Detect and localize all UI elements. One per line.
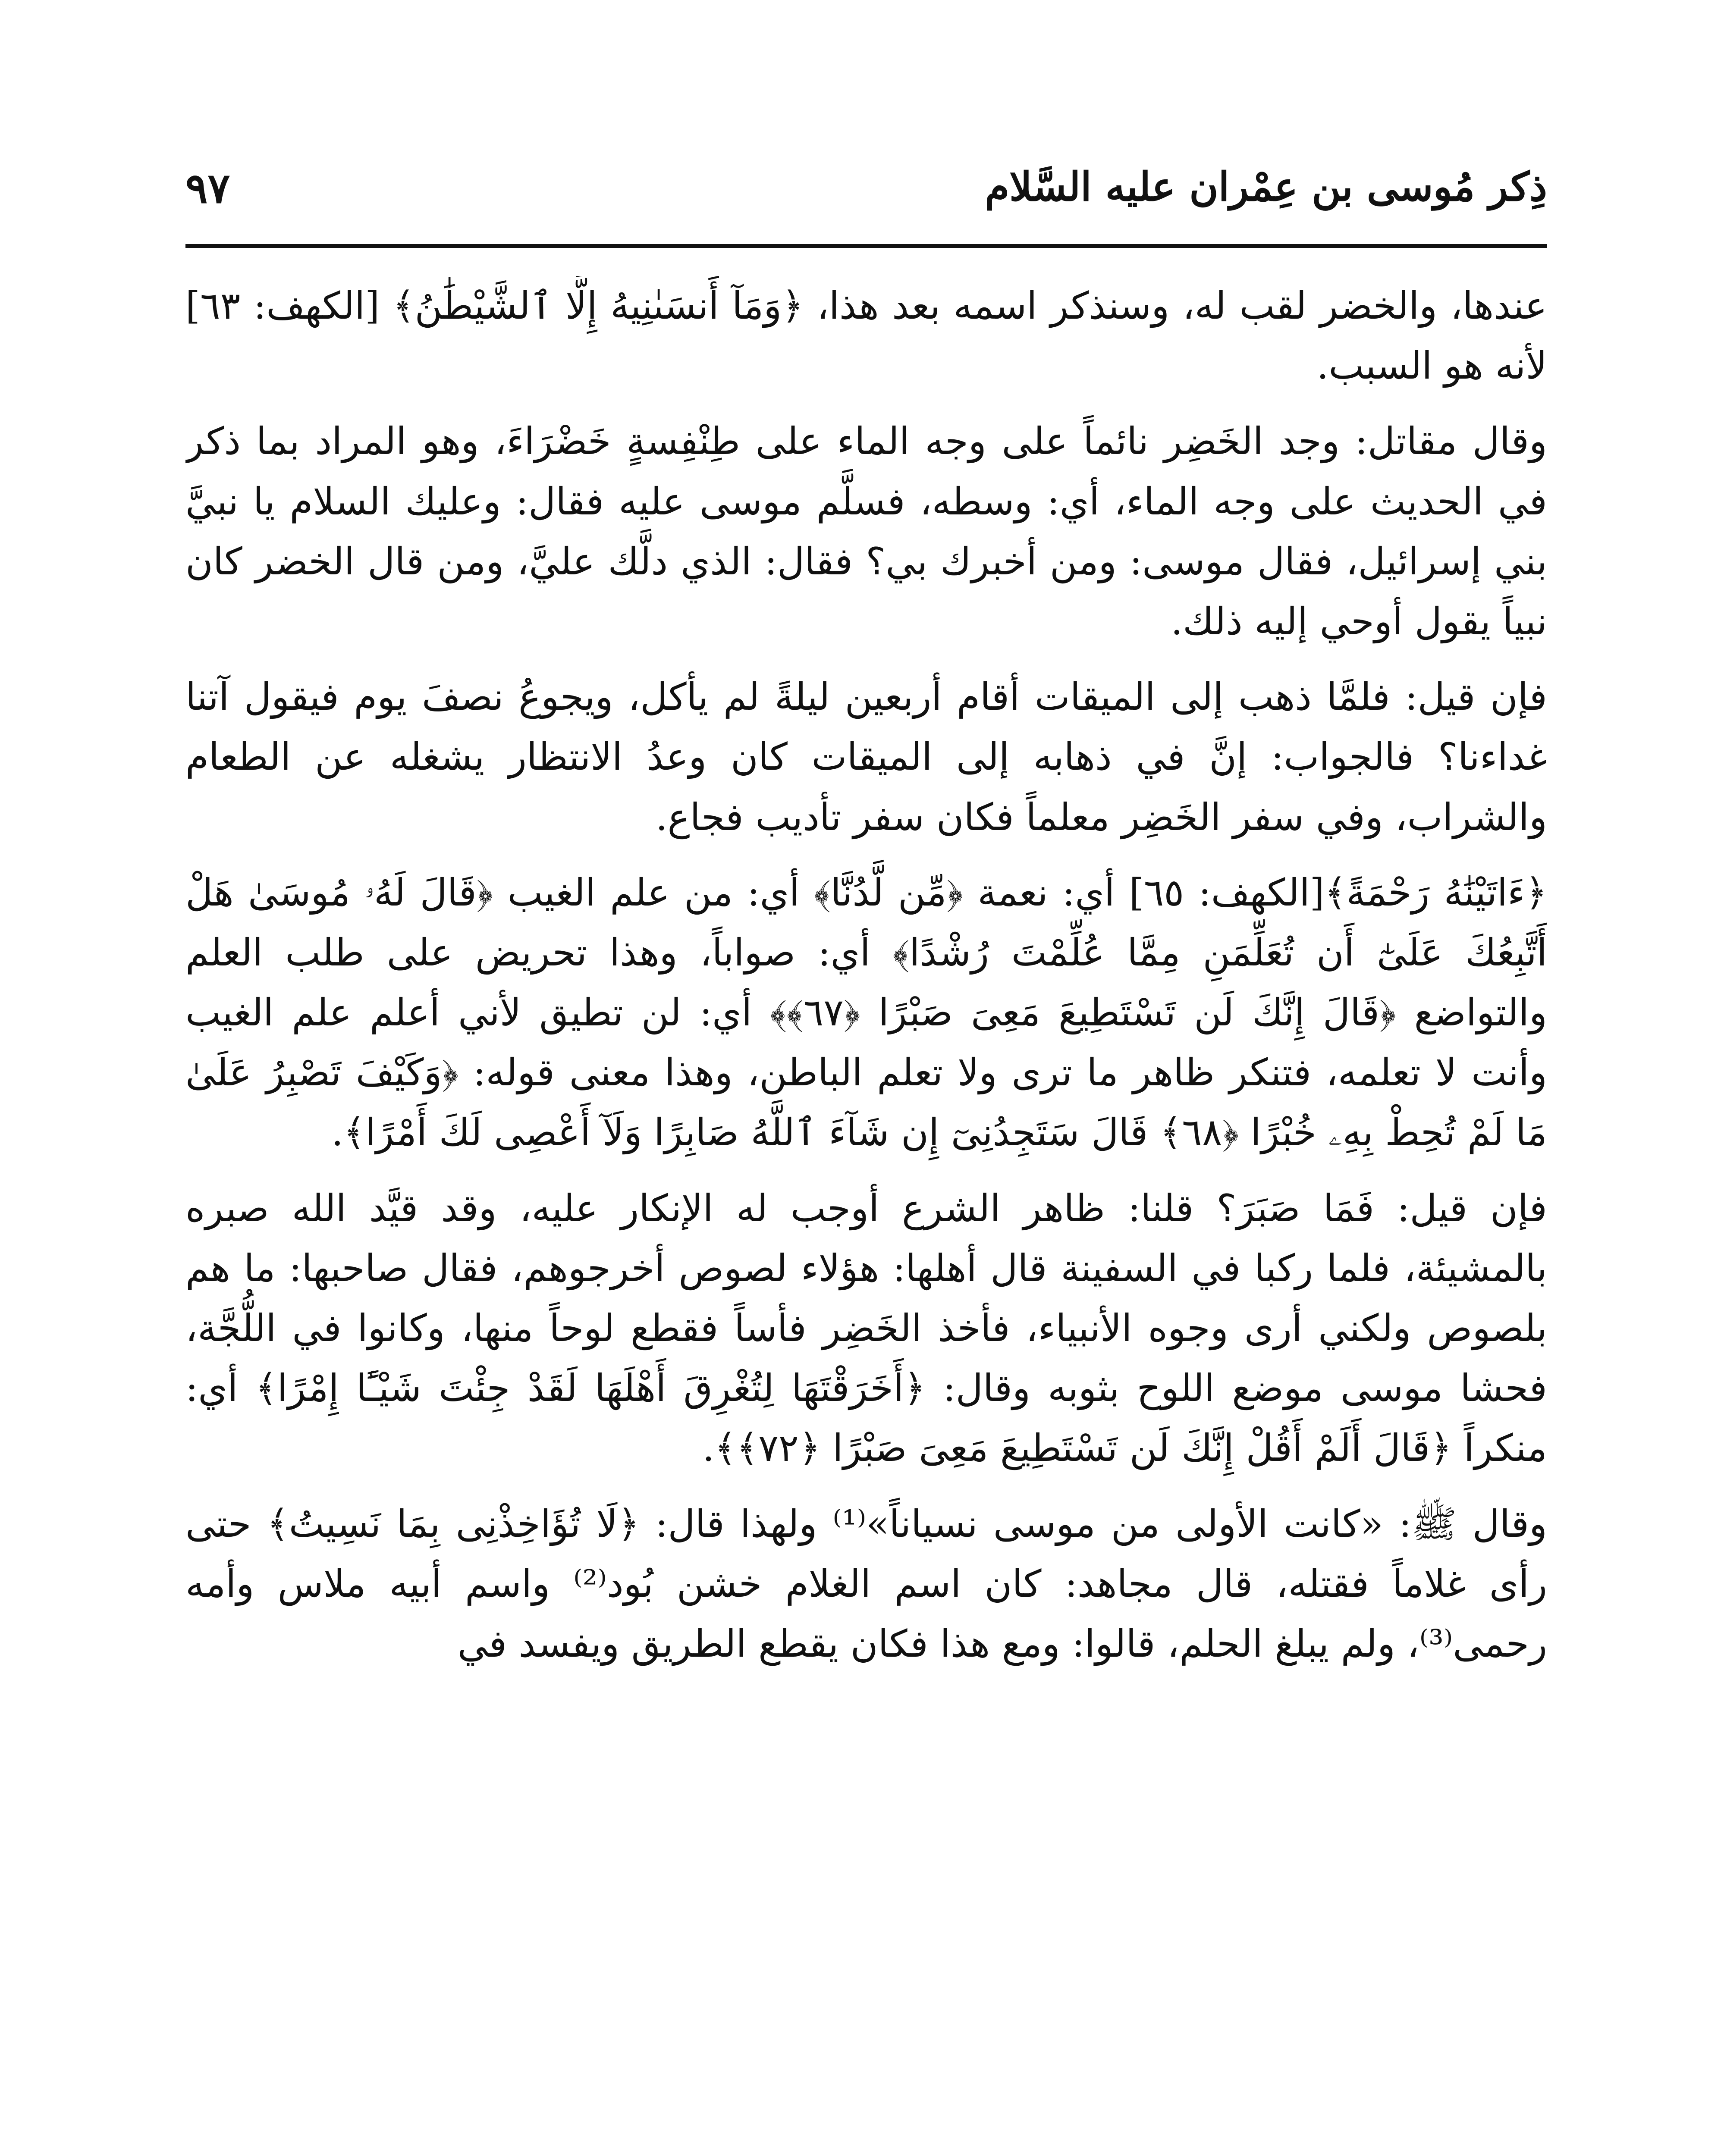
paragraph: وقال ﷺ: «كانت الأولى من موسى نسياناً»⁽¹⁾ ولهذا قال: ﴿لَا تُؤَاخِذْنِى بِمَا نَسِيتُ﴾ حتى رأى غلاماً فقتله، قال مجاهد: كان اسم الغلام خشن بُود⁽²⁾ واسم أبيه ملاس وأمه رحمى⁽³⁾، ولم يبلغ الحلم، قالوا: ومع هذا فكان يقطع الطريق ويفسد في [185,1501,1547,1666]
running-title: ذِكر مُوسى بن عِمْران عليه السَّلام [985,163,1547,210]
paragraph: وقال مقاتل: وجد الخَضِر نائماً على وجه الماء على طِنْفِسةٍ خَضْرَاءَ، وهو المراد بما ذكر في الحديث على وجه الماء، أي: وسطه، فسلَّم موسى عليه فقال: وعليك السلام يا نبيَّ بني إسرائيل، فقال موسى: ومن أخبرك بي؟ فقال: الذي دلَّك عليَّ، ومن قال الخضر كان نبياً يقول أوحي إليه ذلك. [185,419,1547,643]
paragraph: عندها، والخضر لقب له، وسنذكر اسمه بعد هذا، ﴿وَمَآ أَنسَىٰنِيهُ إِلَّا ٱلشَّيْطَٰنُ﴾ [الكهف: ٦٣] لأنه هو السبب. [185,284,1547,388]
paragraph: فإن قيل: فَمَا صَبَرَ؟ قلنا: ظاهر الشرع أوجب له الإنكار عليه، وقد قيَّد الله صبره بالمشيئة، فلما ركبا في السفينة قال أهلها: هؤلاء لصوص أخرجوهم، فقال صاحبها: ما هم بلصوص ولكني أرى وجوه الأنبياء، فأخذ الخَضِر فأساً فقطع لوحاً منها، وكانوا في اللُّجَّة، فحشا موسى موضع اللوح بثوبه وقال: ﴿أَخَرَقْتَهَا لِتُغْرِقَ أَهْلَهَا لَقَدْ جِئْتَ شَيْـًٔا إِمْرًا﴾ أي: منكراً ﴿قَالَ أَلَمْ أَقُلْ إِنَّكَ لَن تَسْتَطِيعَ مَعِىَ صَبْرًا ﴿٧٢﴾﴾. [185,1186,1547,1470]
header-divider [185,244,1547,248]
paragraph: فإن قيل: فلمَّا ذهب إلى الميقات أقام أربعين ليلةً لم يأكل، ويجوعُ نصفَ يوم فيقول آتنا غداءنا؟ فالجواب: إنَّ في ذهابه إلى الميقات كان وعدُ الانتظار يشغله عن الطعام والشراب، وفي سفر الخَضِر معلماً فكان سفر تأديب فجاع. [185,675,1547,839]
main-text [185,276,1547,2156]
page-number: ٩٧ [185,164,230,213]
paragraph: ﴿ءَاتَيْنَٰهُ رَحْمَةً﴾[الكهف: ٦٥] أي: نعمة ﴿مِّن لَّدُنَّا﴾ أي: من علم الغيب ﴿قَالَ لَهُۥ مُوسَىٰ هَلْ أَتَّبِعُكَ عَلَىٰٓ أَن تُعَلِّمَنِ مِمَّا عُلِّمْتَ رُشْدًا﴾ أي: صواباً، وهذا تحريض على طلب العلم والتواضع ﴿قَالَ إِنَّكَ لَن تَسْتَطِيعَ مَعِىَ صَبْرًا ﴿٦٧﴾﴾ أي: لن تطيق لأني أعلم علم الغيب وأنت لا تعلمه، فتنكر ظاهر ما ترى ولا تعلم الباطن، وهذا معنى قوله: ﴿وَكَيْفَ تَصْبِرُ عَلَىٰ مَا لَمْ تُحِطْ بِهِۦ خُبْرًا ﴿٦٨﴾ قَالَ سَتَجِدُنِىٓ إِن شَآءَ ٱللَّهُ صَابِرًا وَلَآ أَعْصِى لَكَ أَمْرًا﴾. [185,870,1547,1155]
page-header [185,155,1547,233]
